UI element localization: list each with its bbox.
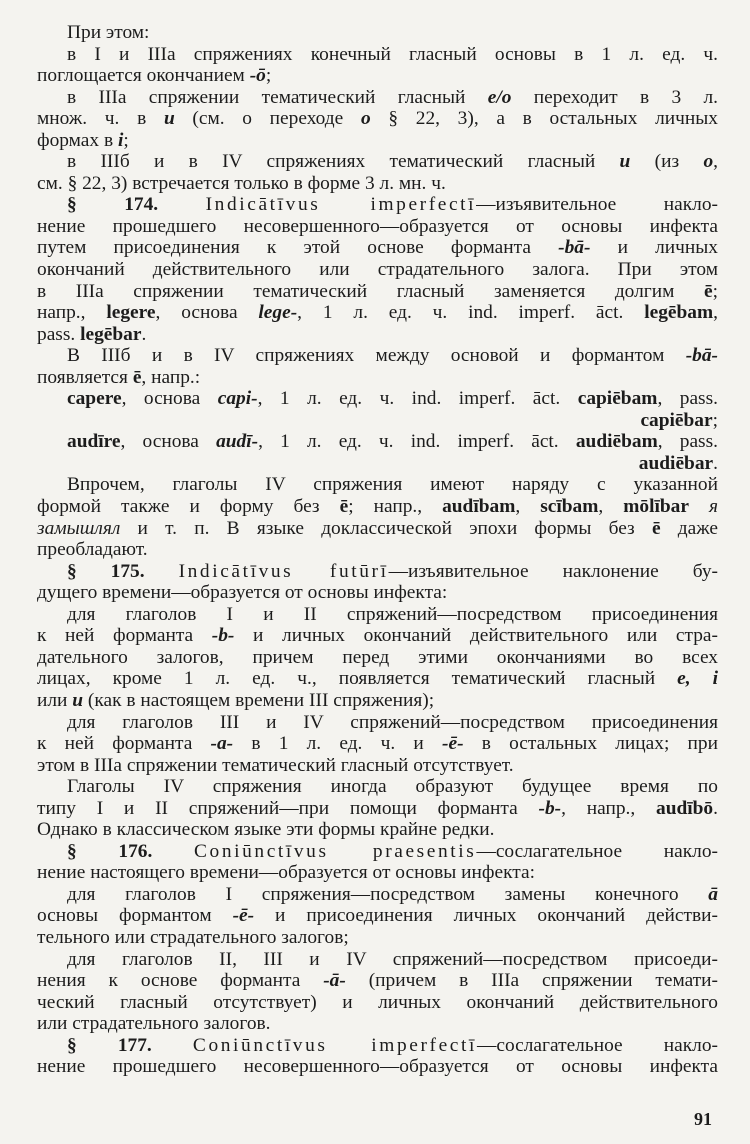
text-line: для глаголов I и II спряжений—посредством присоединения bbox=[67, 603, 718, 625]
text-line: § 174. Indicātīvus imperfectī—изъявительное накло- bbox=[67, 194, 718, 216]
text-line: для глаголов II, III и IV спряжений—посредством присоеди- bbox=[67, 948, 718, 970]
text-line: к ней форманта -b- и личных окончаний действительного или стра- bbox=[37, 625, 718, 647]
text-line: к ней форманта -a- в 1 л. ед. ч. и -ē- в остальных лицах; при bbox=[37, 733, 718, 755]
text-line: этом в IIIа спряжении тематический гласный отсутствует. bbox=[37, 754, 514, 776]
text-line: дущего времени—образуется от основы инфекта: bbox=[37, 582, 448, 604]
text-line: в IIIа спряжении тематический гласный заменяется долгим ē; bbox=[37, 280, 718, 302]
text-line: для глаголов III и IV спряжений—посредством присоединения bbox=[67, 711, 718, 733]
text-line: см. § 22, 3) встречается только в форме 3 л. мн. ч. bbox=[37, 172, 446, 194]
text-line: § 175. Indicātīvus futūrī—изъявительное наклонение бу- bbox=[67, 560, 718, 582]
text-line: или страдательного залогов. bbox=[37, 1013, 271, 1035]
text-line: § 176. Coniūnctīvus praesentis—сослагательное накло- bbox=[67, 840, 718, 862]
text-line: В IIIб и в IV спряжениях между основой и формантом -bā- bbox=[67, 345, 718, 367]
text-line: нение прошедшего несовершенного—образуется от основы инфекта bbox=[37, 1056, 718, 1078]
text-line: или u (как в настоящем времени III спряжения); bbox=[37, 689, 435, 711]
text-line: § 177. Coniūnctīvus imperfectī—сослагательное накло- bbox=[67, 1034, 718, 1056]
text-line: Глаголы IV спряжения иногда образуют будущее время по bbox=[67, 776, 718, 798]
text-line: в IIIа спряжении тематический гласный e/o переходит в 3 л. bbox=[67, 86, 718, 108]
text-line: напр., legere, основа lege-, 1 л. ед. ч. ind. imperf. āct. legēbam, bbox=[37, 302, 718, 324]
text-line: нение прошедшего несовершенного—образуется от основы инфекта bbox=[37, 215, 718, 237]
text-line: тельного или страдательного залогов; bbox=[37, 926, 349, 948]
text-line: Однако в классическом языке эти формы крайне редки. bbox=[37, 819, 495, 841]
text-line: лицах, кроме 1 л. ед. ч., появляется тематический гласный e, i bbox=[37, 668, 718, 690]
text-line: При этом: bbox=[67, 22, 150, 43]
text-line: поглощается окончанием -ō; bbox=[37, 65, 272, 87]
text-line: нения к основе форманта -ā- (причем в IIIа спряжении темати- bbox=[37, 970, 718, 992]
text-line: pass. legēbar. bbox=[37, 323, 147, 345]
text-line: путем присоединения к этой основе форманта -bā- и личных bbox=[37, 237, 718, 259]
text-line: capere, основа capi-, 1 л. ед. ч. ind. imperf. āct. capiēbam, pass. bbox=[67, 388, 719, 410]
text-line: основы формантом -ē- и присоединения личных окончаний действи- bbox=[37, 905, 719, 927]
text-line: формах в i; bbox=[37, 129, 129, 151]
text-line: окончаний действительного или страдательного залога. При этом bbox=[37, 259, 718, 281]
text-line: формой также и форму без ē; напр., audībam, scībam, mōlībar я bbox=[37, 496, 718, 518]
text-line: в IIIб и в IV спряжениях тематический гласный u (из o, bbox=[67, 151, 718, 173]
text-line: преобладают. bbox=[37, 539, 148, 561]
text-line: дательного залогов, причем перед этими окончаниями во всех bbox=[37, 646, 718, 668]
text-line: множ. ч. в u (см. о переходе o § 22, 3), а в остальных личных bbox=[37, 108, 718, 130]
text-line: ческий гласный отсутствует) и личных окончаний действительного bbox=[37, 991, 718, 1013]
text-line: Впрочем, глаголы IV спряжения имеют наряду с указанной bbox=[67, 474, 718, 496]
text-line: audīre, основа audī-, 1 л. ед. ч. ind. imperf. āct. audiēbam, pass. bbox=[67, 431, 718, 453]
text-line: audiēbar. bbox=[638, 452, 718, 474]
text-line: для глаголов I спряжения—посредством замены конечного ā bbox=[67, 883, 718, 905]
text-line: в I и IIIа спряжениях конечный гласный основы в 1 л. ед. ч. bbox=[67, 43, 718, 65]
text-line: замышлял и т. п. В языке доклассической эпохи формы без ē даже bbox=[37, 517, 718, 539]
text-line: появляется ē, напр.: bbox=[37, 366, 201, 388]
text-line: capiēbar; bbox=[640, 409, 718, 431]
body-text bbox=[37, 22, 718, 1078]
page-number: 91 bbox=[694, 1109, 712, 1129]
text-line: типу I и II спряжений—при помощи форманта -b-, напр., audībō. bbox=[37, 797, 718, 819]
text-line: нение настоящего времени—образуется от основы инфекта: bbox=[37, 862, 535, 884]
